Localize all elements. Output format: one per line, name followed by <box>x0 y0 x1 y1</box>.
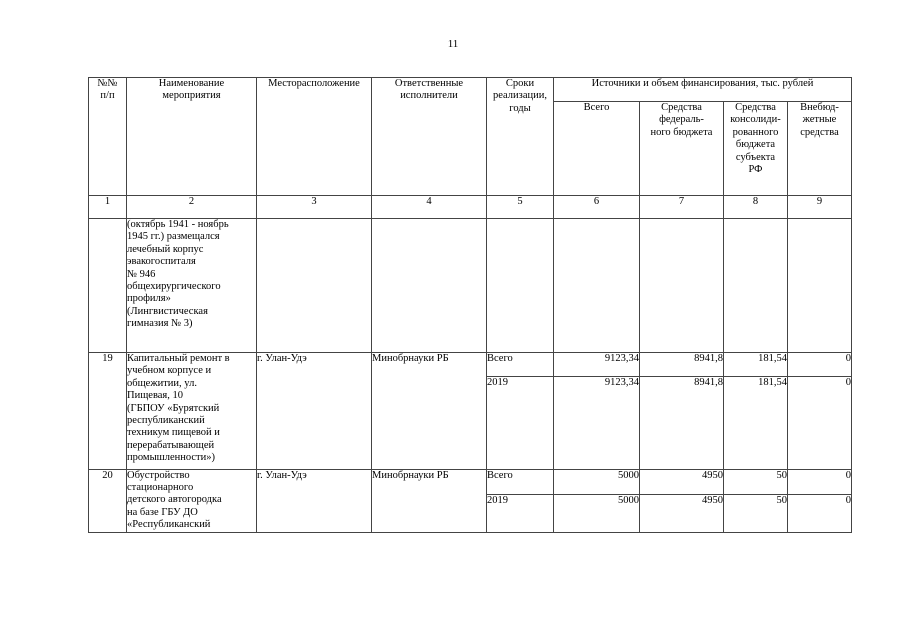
page-number: 11 <box>447 38 459 50</box>
column-number: 5 <box>487 196 554 219</box>
column-number: 6 <box>554 196 640 219</box>
row-executor: Минобрнауки РБ <box>372 353 487 470</box>
row-federal: 8941,8 <box>640 377 724 470</box>
column-number: 2 <box>127 196 257 219</box>
row-total: 9123,34 <box>554 353 640 377</box>
row-number: 19 <box>89 353 127 470</box>
row-regional: 50 <box>724 469 788 494</box>
table-row <box>89 353 852 377</box>
row-name: Капитальный ремонт в учебном корпусе и общежитии, ул. Пищевая, 10 (ГБПОУ «Бурятский республиканский техникум пищевой и перерабатывающей промышленности») <box>127 353 257 470</box>
table-row <box>89 469 852 494</box>
row-period: 2019 <box>487 377 554 470</box>
column-number: 9 <box>788 196 852 219</box>
header-number: №№ п/п <box>89 78 127 196</box>
row-regional: 181,54 <box>724 377 788 470</box>
continuation-row <box>89 219 852 353</box>
row-period: Всего <box>487 469 554 494</box>
row-period: 2019 <box>487 494 554 532</box>
header-regional: Средства консолиди- рованного бюджета субъекта РФ <box>724 102 788 196</box>
column-number: 7 <box>640 196 724 219</box>
row-federal: 8941,8 <box>640 353 724 377</box>
row-number: 20 <box>89 469 127 532</box>
header-name: Наименование мероприятия <box>127 78 257 196</box>
row-name: Обустройство стационарного детского автогородка на базе ГБУ ДО «Республиканский <box>127 469 257 532</box>
row-total: 9123,34 <box>554 377 640 470</box>
continuation-name: (октябрь 1941 - ноябрь 1945 гг.) размещался лечебный корпус эвакогоспиталя № 946 общехирургического профиля» (Лингвистическая гимназия № 3) <box>127 219 257 353</box>
row-period: Всего <box>487 353 554 377</box>
header-period: Сроки реализации, годы <box>487 78 554 196</box>
header-federal: Средства федераль- ного бюджета <box>640 102 724 196</box>
row-extrabudget: 0 <box>788 494 852 532</box>
row-regional: 50 <box>724 494 788 532</box>
column-number: 8 <box>724 196 788 219</box>
header-funding-group: Источники и объем финансирования, тыс. рублей <box>554 78 852 102</box>
row-regional: 181,54 <box>724 353 788 377</box>
row-extrabudget: 0 <box>788 353 852 377</box>
row-federal: 4950 <box>640 469 724 494</box>
row-location: г. Улан-Удэ <box>257 353 372 470</box>
column-number: 4 <box>372 196 487 219</box>
row-total: 5000 <box>554 494 640 532</box>
header-extrabudget: Внебюд- жетные средства <box>788 102 852 196</box>
column-number: 1 <box>89 196 127 219</box>
header-location: Месторасположение <box>257 78 372 196</box>
row-location: г. Улан-Удэ <box>257 469 372 532</box>
row-federal: 4950 <box>640 494 724 532</box>
header-executors: Ответственные исполнители <box>372 78 487 196</box>
column-number: 3 <box>257 196 372 219</box>
header-total: Всего <box>554 102 640 196</box>
row-executor: Минобрнауки РБ <box>372 469 487 532</box>
column-numbers-row <box>89 196 852 219</box>
funding-table <box>88 77 852 533</box>
row-extrabudget: 0 <box>788 469 852 494</box>
row-total: 5000 <box>554 469 640 494</box>
row-extrabudget: 0 <box>788 377 852 470</box>
